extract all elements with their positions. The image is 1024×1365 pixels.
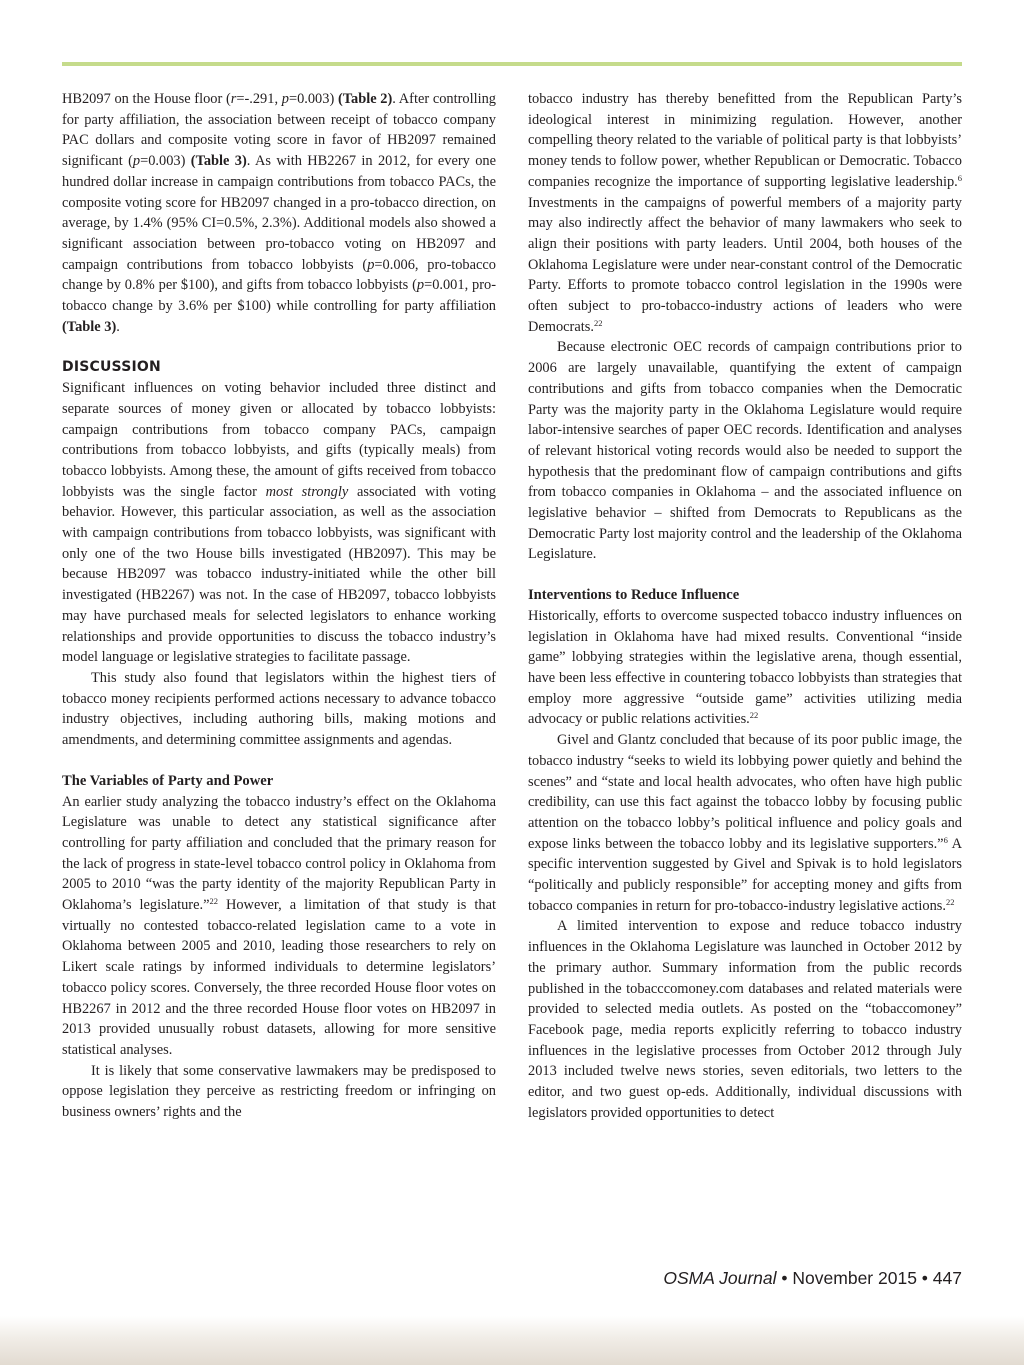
right-column xyxy=(528,89,962,1123)
citation: 6 xyxy=(943,834,948,845)
interventions-paragraph: Historically, efforts to overcome suspected tobacco industry influences on legislation in Oklahoma have had mixed results. Conventional “inside game” lobbying strategies within the legislative arena, though essential, have been less effective in countering tobacco lobbyists than strategies that employ more aggressive “outside game” activities utilizing media advocacy or public relations activities.$^{22}$ xyxy=(528,607,962,728)
citation: 22 xyxy=(209,896,218,907)
citation: 22 xyxy=(749,710,759,721)
citation: 22 xyxy=(593,317,603,328)
interventions-paragraph: A limited intervention to expose and reduce tobacco industry influences in the Oklahoma Legislature was launched in October 2012 by the primary author. Summary information from the public records published in the tobacccomoney.com databases and related materials were provided to selected media outlets. As posted on the “tobaccomoney” Facebook page, media reports explicitly referring to tobacco industry influences in the legislative processes from October 2012 through July 2013 included twelve news stories, seven editorials, two letters to the editor, and two guest op-eds. Additionally, individual discussions with legislators provided opportunities to detect xyxy=(528,918,962,1121)
table-2-ref: (Table 2) xyxy=(337,91,393,107)
page-footer: OSMA Journal • November 2015 • 447 xyxy=(663,1268,962,1288)
top-rule xyxy=(62,62,962,66)
party-power-heading: The Variables of Party and Power xyxy=(62,772,274,789)
journal-name: OSMA Journal xyxy=(663,1268,777,1288)
issue-date: November 2015 xyxy=(792,1268,917,1288)
interventions-paragraph: Givel and Glantz concluded that because of its poor public image, the tobacco industry “seeks to wield its lobbying power quietly and behind the scenes” and “state and local health advocates, who often have high public credibility, can use this fact against the tobacco lobby by focusing public attention on the tobacco lobby’s political influence and policy goals and expose links between the tobacco lobby and its legislative supporters.”$^6$ A specific intervention suggested by Givel and Spivak is to hold legislators “politically and publicly responsible” for accepting money and gifts from tobacco companies in return for pro-tobacco-industry legislative actions.$^{22}$ xyxy=(528,732,962,914)
party-power-paragraph: It is likely that some conservative lawmakers may be predisposed to oppose legislation they perceive as restricting freedom or infringing on business owners’ rights and the xyxy=(62,1062,496,1121)
discussion-paragraph: Significant influences on voting behavior included three distinct and separate sources of money given or allocated by tobacco lobbyists: campaign contributions from tobacco company PACs, campaign contributions from tobacco lobbyists, and gifts (typically meals) from tobacco lobbyists. Among these, the amount of gifts received from tobacco lobbyists was the single factor most strongly associated with voting behavior. However, this particular association, as well as the association with campaign contributions from tobacco lobbyists, was significant with only one of the two House bills investigated (HB2097). This may be because HB2097 was tobacco industry-initiated while the other bill investigated (HB2267) was not. In the case of HB2097, tobacco lobbyists may have purchased meals for selected legislators to enhance working relationships and provide opportunities to discuss the tobacco industry’s model language or legislative strategies to facilitate passage. xyxy=(62,380,496,666)
interventions-heading: Interventions to Reduce Influence xyxy=(528,587,740,604)
citation: 6 xyxy=(957,172,962,183)
table-3-ref: (Table 3) xyxy=(62,318,117,335)
party-power-paragraph: Because electronic OEC records of campaign contributions prior to 2006 are largely unavailable, quantifying the extent of campaign contributions and gifts from tobacco companies when the Democratic Party was the majority party in the Oklahoma Legislature would require labor-intensive searches of paper OEC records. Identification and analyses of relevant historical voting records would also be needed to support the hypothesis that the predominant flow of campaign contributions and gifts from tobacco companies in Oklahoma – and the associated influence on legislative behavior – shifted from Democrats to Republicans as the Democratic Party lost majority control and the leadership of the Oklahoma Legislature. xyxy=(528,339,962,563)
citation: 22 xyxy=(946,896,955,907)
footer-band xyxy=(0,1316,1024,1365)
party-power-paragraph: tobacco industry has thereby benefitted from the Republican Party’s ideological interest in minimizing regulation. However, another compelling theory related to the variable of political party is that lobbyists’ money tends to follow power, whether Republican or Democratic. Tobacco companies recognize the importance of supporting legislative leadership.$^6$ Investments in the campaigns of powerful members of a majority party may also indirectly affect the behavior of many lawmakers who seek to align their positions with party leaders. Until 2004, both houses of the Oklahoma Legislature were under near-constant control of the Democratic Party. Efforts to promote tobacco control legislation in the 1990s were often subject to pro-tobacco-industry actions of leaders who were Democrats.$^{22}$ xyxy=(528,91,962,335)
results-paragraph: HB2097 on the House floor (r=-.291, p=0.003) (Table 2). After controlling for party affiliation, the association between receipt of tobacco company PAC dollars and composite voting score in favor of HB2097 remained significant (p=0.003) (Table 3). As with HB2267 in 2012, for every one hundred dollar increase in campaign contributions from tobacco PACs, the composite voting score for HB2097 changed in a pro-tobacco direction, on average, by 1.4% (95% CI=0.5%, 2.3%). Additional models also showed a significant association between pro-tobacco voting on HB2097 and campaign contributions from tobacco lobbyists (p=0.006, pro-tobacco change by 0.8% per $100), and gifts from tobacco lobbyists (p=0.001, pro-tobacco change by 3.6% per $100) while controlling for party affiliation (Table 3). xyxy=(62,91,496,335)
table-3-ref: (Table 3) xyxy=(190,153,247,170)
discussion-paragraph: This study also found that legislators within the highest tiers of tobacco money recipients performed actions necessary to advance tobacco industry objectives, including authoring bills, making motions and amendments, and determining committee assignments and agendas. xyxy=(62,669,496,749)
discussion-heading: DISCUSSION xyxy=(62,359,161,376)
party-power-paragraph: An earlier study analyzing the tobacco industry’s effect on the Oklahoma Legislature was unable to detect any statistical significance after controlling for party affiliation and concluded that the primary reason for the lack of progress in state-level tobacco control policy in Oklahoma from 2005 to 2010 “was the party identity of the majority Republican Party in Oklahoma’s legislature.”$^{22}$ However, a limitation of that study is that virtually no contested tobacco-related legislation came to a vote in Oklahoma between 2005 and 2010, leading those researchers to rely on Likert scale ratings by informed individuals to determine legislators’ tobacco policy scores. Conversely, the three recorded House floor votes on HB2267 in 2012 and the three recorded House floor votes on HB2097 in 2013 provided unusually robust datasets, allowing for more sensitive statistical analyses. xyxy=(62,793,496,1058)
left-column xyxy=(62,89,496,1123)
page-number: 447 xyxy=(932,1268,962,1288)
